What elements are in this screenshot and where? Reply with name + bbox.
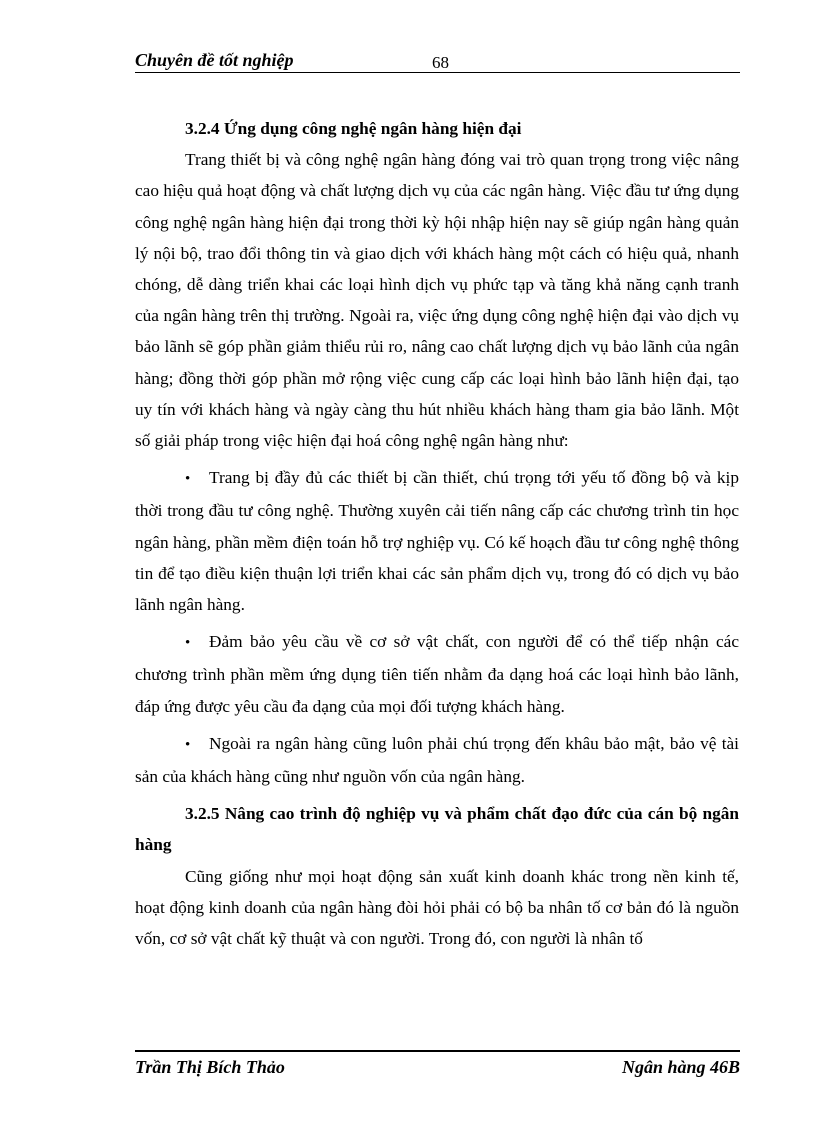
section-heading-3-2-5: 3.2.5 Nâng cao trình độ nghiệp vụ và phẩm chất đạo đức của cán bộ ngân hàng xyxy=(135,804,739,855)
bullet-text: Ngoài ra ngân hàng cũng luôn phải chú trọng đến khâu bảo mật, bảo vệ tài sản của khách hàng cũng như nguồn vốn của ngân hàng. xyxy=(135,733,739,787)
header-title: Chuyên đề tốt nghiệp xyxy=(135,50,294,70)
bullet-icon: • xyxy=(185,471,191,488)
bullet-item xyxy=(135,626,739,722)
bullet-item xyxy=(135,728,739,792)
bullet-text: Đảm bảo yêu cầu về cơ sở vật chất, con người để có thể tiếp nhận các chương trình phần mềm ứng dụng tiên tiến nhằm đa dạng hoá các loại hình bảo lãnh, đáp ứng được yêu cầu đa dạng của mọi đối tượng khách hàng. xyxy=(135,632,739,716)
bullet-text: Trang bị đầy đủ các thiết bị cần thiết, chú trọng tới yếu tố đồng bộ và kịp thời trong đầu tư công nghệ. Thường xuyên cải tiến nâng cấp các chương trình tin học ngân hàng, phần mềm điện toán hỗ trợ nghiệp vụ. Có kế hoạch đầu tư công nghệ thông tin để tạo điều kiện thuận lợi triển khai các sản phẩm dịch vụ, trong đó có dịch vụ bảo lãnh ngân hàng. xyxy=(135,468,739,615)
page-number: 68 xyxy=(432,53,449,72)
section-3-2-4-intro: Trang thiết bị và công nghệ ngân hàng đóng vai trò quan trọng trong việc nâng cao hiệu quả hoạt động và chất lượng dịch vụ của các ngân hàng. Việc đầu tư ứng dụng công nghệ ngân hàng hiện đại trong thời kỳ hội nhập hiện nay sẽ giúp ngân hàng quản lý nội bộ, trao đổi thông tin và giao dịch với khách hàng một cách có hiệu quả, nhanh chóng, dễ dàng triển khai các loại hình dịch vụ phức tạp và tăng khả năng cạnh tranh của ngân hàng trên thị trường. Ngoài ra, việc ứng dụng công nghệ hiện đại vào dịch vụ bảo lãnh sẽ góp phần giảm thiểu rủi ro, nâng cao chất lượng dịch vụ bảo lãnh của ngân hàng; đồng thời góp phần mở rộng việc cung cấp các loại hình bảo lãnh hiện đại, tạo uy tín với khách hàng và ngày càng thu hút nhiều khách hàng tham gia bảo lãnh. Một số giải pháp trong việc hiện đại hoá công nghệ ngân hàng như: xyxy=(135,150,739,451)
page-body xyxy=(135,113,739,954)
bullet-item xyxy=(135,462,739,620)
footer-author: Trần Thị Bích Thảo xyxy=(135,1057,285,1077)
footer-class: Ngân hàng 46B xyxy=(621,1057,740,1077)
header-divider xyxy=(135,72,740,73)
section-heading-3-2-4: 3.2.4 Ứng dụng công nghệ ngân hàng hiện đại xyxy=(185,119,522,138)
section-3-2-5-intro: Cũng giống như mọi hoạt động sản xuất kinh doanh khác trong nền kinh tế, hoạt động kinh doanh của ngân hàng đòi hỏi phải có bộ ba nhân tố cơ bản đó là nguồn vốn, cơ sở vật chất kỹ thuật và con người. Trong đó, con người là nhân tố xyxy=(135,866,739,949)
bullet-icon: • xyxy=(185,635,191,652)
bullet-icon: • xyxy=(185,736,191,753)
footer-divider xyxy=(135,1050,740,1052)
page-header xyxy=(135,48,740,74)
